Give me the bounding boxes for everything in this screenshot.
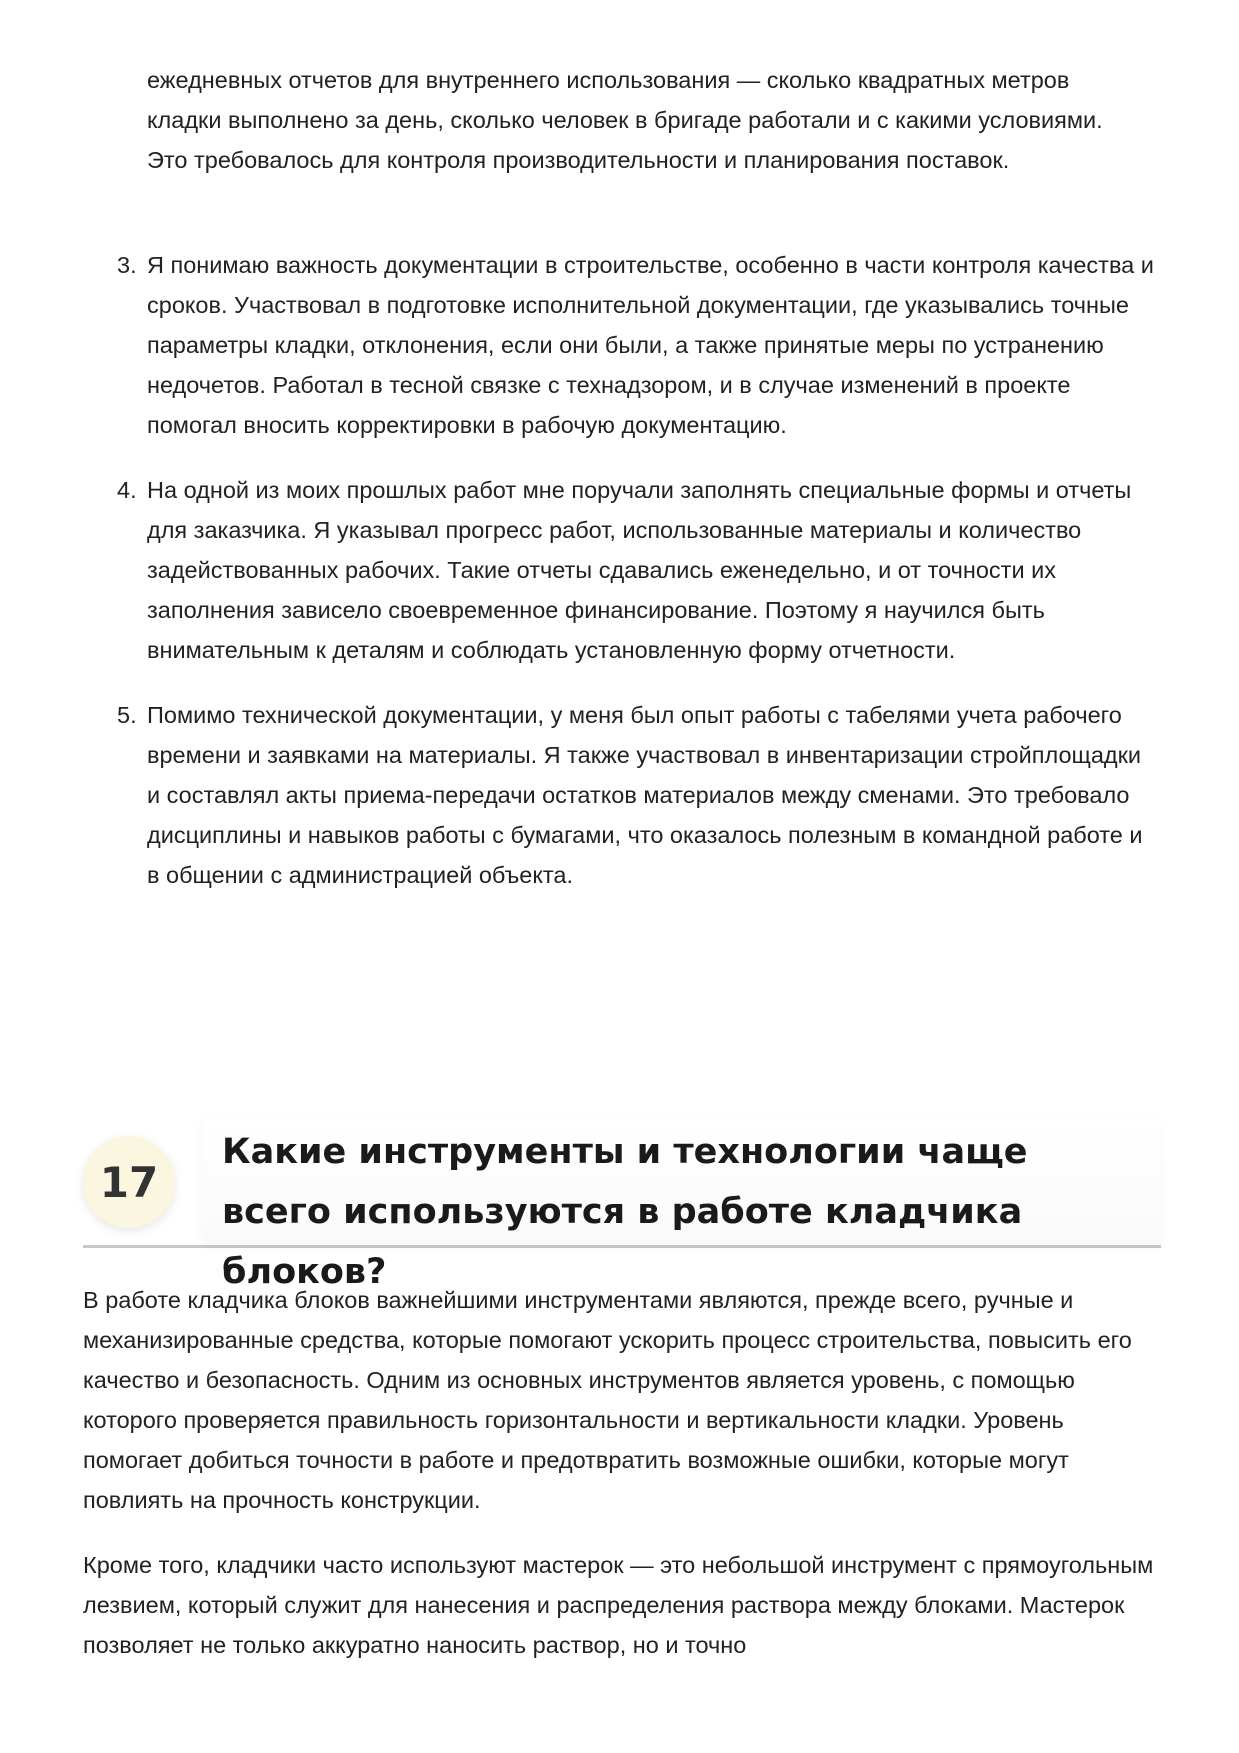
list-item-number: 5. [117, 702, 137, 728]
section-header [83, 1118, 1161, 1292]
list-item [117, 470, 1157, 670]
body-paragraph: В работе кладчика блоков важнейшими инструментами являются, прежде всего, ручные и механизированные средства, которые помогают ускорить процесс строительства, повысить его качество и безопасность. Одним из основных инструментов является уровень, с помощью которого проверяется правильность горизонтальности и вертикальности кладки. Уровень помогает добиться точности в работе и предотвратить возможные ошибки, которые могут повлиять на прочность конструкции. [83, 1287, 1132, 1513]
body-paragraph: Кроме того, кладчики часто используют мастерок — это небольшой инструмент с прямоугольным лезвием, который служит для нанесения и распределения раствора между блоками. Мастерок позволяет не только аккуратно наносить раствор, но и точно [83, 1552, 1154, 1658]
list-item-text: Помимо технической документации, у меня был опыт работы с табелями учета рабочего времени и заявками на материалы. Я также участвовал в инвентаризации стройплощадки и составлял акты приема-передачи остатков материалов между сменами. Это требовало дисциплины и навыков работы с бумагами, что оказалось полезным в командной работе и в общении с администрацией объекта. [147, 702, 1143, 888]
list-item-text: Я понимаю важность документации в строительстве, особенно в части контроля качества и сроков. Участвовал в подготовке исполнительной документации, где указывались точные параметры кладки, отклонения, если они были, а также принятые меры по устранению недочетов. Работал в тесной связке с технадзором, и в случае изменений в проекте помогал вносить корректировки в рабочую документацию. [147, 252, 1154, 438]
section-body [83, 1280, 1163, 1690]
list-item [117, 695, 1157, 895]
section-title: Какие инструменты и технологии чаще всего используются в работе кладчика блоков? [222, 1132, 1028, 1292]
continuation-paragraph: ежедневных отчетов для внутреннего использования — сколько квадратных метров кладки выполнено за день, сколько человек в бригаде работали и с какими условиями. Это требовалось для контроля производительности и планирования поставок. [147, 67, 1103, 173]
list-item-text: На одной из моих прошлых работ мне поручали заполнять специальные формы и отчеты для заказчика. Я указывал прогресс работ, использованные материалы и количество задействованных рабочих. Такие отчеты сдавались еженедельно, и от точности их заполнения зависело своевременное финансирование. Поэтому я научился быть внимательным к деталям и соблюдать установленную форму отчетности. [147, 477, 1132, 663]
section-number-badge: 17 [83, 1136, 175, 1228]
list-item [117, 245, 1157, 445]
numbered-list [117, 245, 1157, 920]
list-item-number: 3. [117, 252, 137, 278]
list-item-number: 4. [117, 477, 137, 503]
